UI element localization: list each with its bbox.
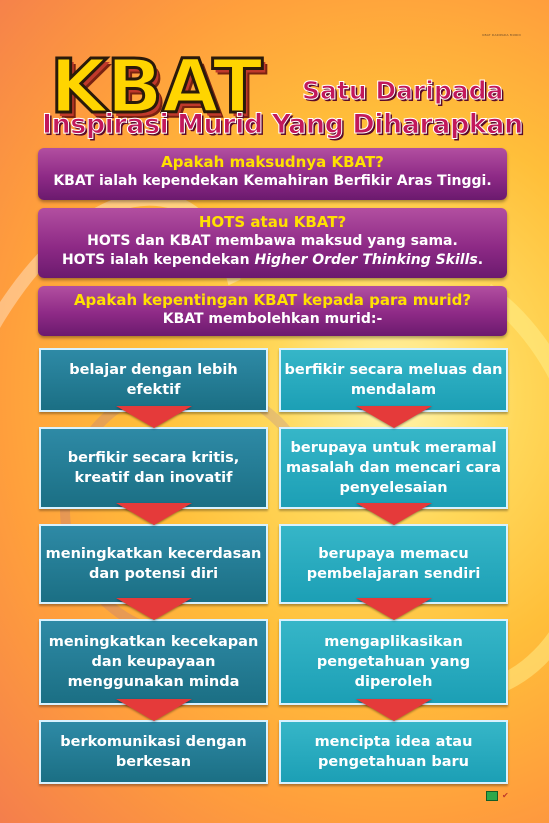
publisher-logos	[486, 791, 516, 801]
benefit-box: berfikir secara kritis, kreatif dan inovatif	[39, 427, 268, 509]
benefit-box: meningkatkan kecekapan dan keupayaan menggunakan minda	[39, 619, 268, 705]
publisher-mark-icon: ✔	[502, 791, 509, 800]
corner-text: KBAT DARIPADA MURID	[482, 33, 521, 37]
answer-suffix: .	[477, 252, 484, 268]
left-column	[39, 348, 268, 784]
down-arrow-icon	[356, 503, 432, 525]
down-arrow-icon	[116, 503, 192, 525]
question-answer-line-1: HOTS dan KBAT membawa maksud yang sama.	[87, 233, 458, 249]
answer-prefix: HOTS ialah kependekan	[61, 252, 255, 268]
title-kbat: KBAT	[50, 44, 262, 130]
right-column	[279, 348, 508, 784]
answer-italic: Higher Order Thinking Skills	[254, 252, 478, 268]
title-line-2: Inspirasi Murid Yang Diharapkan	[42, 109, 523, 140]
question-heading: Apakah kepentingan KBAT kepada para murid?	[73, 291, 472, 309]
question-heading: HOTS atau KBAT?	[198, 213, 347, 231]
question-box-hots	[38, 208, 507, 278]
publisher-logo-icon	[486, 791, 498, 801]
benefit-box: berupaya memacu pembelajaran sendiri	[279, 524, 508, 604]
benefit-box: berfikir secara meluas dan mendalam	[279, 348, 508, 412]
down-arrow-icon	[116, 699, 192, 721]
benefit-box: mengaplikasikan pengetahuan yang diperoleh	[279, 619, 508, 705]
question-heading: Apakah maksudnya KBAT?	[161, 153, 384, 171]
benefit-box: belajar dengan lebih efektif	[39, 348, 268, 412]
question-answer: KBAT membolehkan murid:-	[162, 311, 383, 327]
benefit-box: mencipta idea atau pengetahuan baru	[279, 720, 508, 784]
down-arrow-icon	[116, 598, 192, 620]
down-arrow-icon	[116, 406, 192, 428]
down-arrow-icon	[356, 406, 432, 428]
benefit-box: berupaya untuk meramal masalah dan mencari cara penyelesaian	[279, 427, 508, 509]
question-box-meaning	[38, 148, 507, 200]
title-line-1: Satu Daripada	[302, 76, 504, 105]
question-answer-line-2	[38, 251, 507, 270]
down-arrow-icon	[356, 699, 432, 721]
question-answer: KBAT ialah kependekan Kemahiran Berfikir Aras Tinggi.	[53, 173, 492, 189]
benefit-box: berkomunikasi dengan berkesan	[39, 720, 268, 784]
benefit-box: meningkatkan kecerdasan dan potensi diri	[39, 524, 268, 604]
down-arrow-icon	[356, 598, 432, 620]
question-box-importance	[38, 286, 507, 336]
